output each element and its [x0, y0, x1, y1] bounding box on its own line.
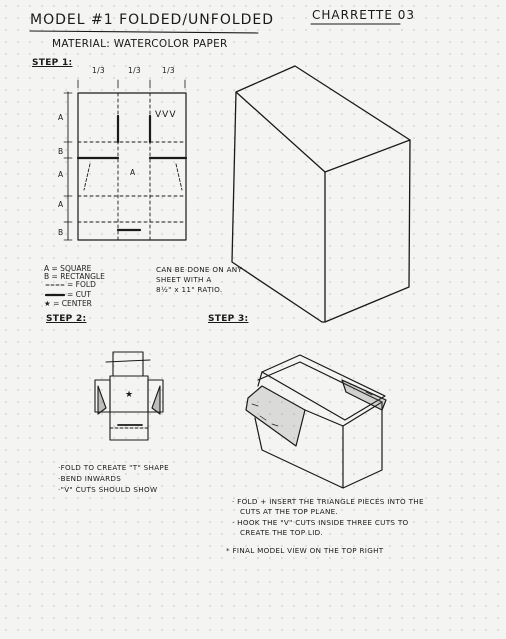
star-icon: ★: [44, 299, 54, 308]
center-mark: A: [130, 168, 136, 177]
ratio-note-line: SHEET WITH A: [156, 275, 212, 284]
step3-note: CUTS AT THE TOP PLANE.: [240, 507, 339, 516]
row-label: A: [58, 113, 64, 122]
row-label: B: [58, 147, 64, 156]
page-title: MODEL #1 FOLDED/UNFOLDED: [30, 12, 275, 28]
step2-note: ·FOLD TO CREATE "T" SHAPE: [58, 463, 169, 472]
flat-pattern: [64, 80, 186, 240]
charrette-label: CHARRETTE 03: [312, 8, 415, 22]
v-cut-marks: VVV: [155, 110, 177, 120]
step3-note: · FOLD + INSERT THE TRIANGLE PIECES INTO THE: [232, 497, 424, 506]
step3-note: CREATE THE TOP LID.: [240, 528, 324, 537]
step2-note: ·BEND INWARDS: [58, 474, 122, 483]
legend-cut: = CUT: [67, 290, 91, 299]
step3-box-sketch: [246, 355, 386, 488]
fraction-label: 1/3: [162, 66, 175, 75]
legend-a-square: A = SQUARE: [44, 264, 92, 273]
row-label: A: [58, 200, 64, 209]
step2-label: STEP 2:: [46, 314, 87, 324]
ratio-note-line: CAN BE DONE ON ANY: [156, 265, 243, 274]
row-label: B: [58, 228, 64, 237]
legend-b-rectangle: B = RECTANGLE: [44, 272, 105, 281]
step3-note: · HOOK THE "V" CUTS INSIDE THREE CUTS TO: [232, 518, 409, 527]
material-label: MATERIAL: WATERCOLOR PAPER: [52, 38, 228, 50]
row-label: A: [58, 170, 64, 179]
ratio-note-line: 8½" x 11" RATIO.: [156, 285, 223, 294]
legend-fold: = FOLD: [67, 280, 96, 289]
legend-center: ★ = CENTER: [44, 299, 92, 308]
center-star-icon: ★: [125, 390, 134, 400]
fraction-label: 1/3: [92, 66, 105, 75]
step1-label: STEP 1:: [32, 58, 73, 68]
step2-note: ·"V" CUTS SHOULD SHOW: [58, 485, 158, 494]
folded-box-sketch: [232, 66, 410, 322]
fraction-label: 1/3: [128, 66, 141, 75]
step3-label: STEP 3:: [208, 314, 249, 324]
title-underline: [30, 31, 258, 33]
final-model-note: * FINAL MODEL VIEW ON THE TOP RIGHT: [226, 546, 384, 555]
